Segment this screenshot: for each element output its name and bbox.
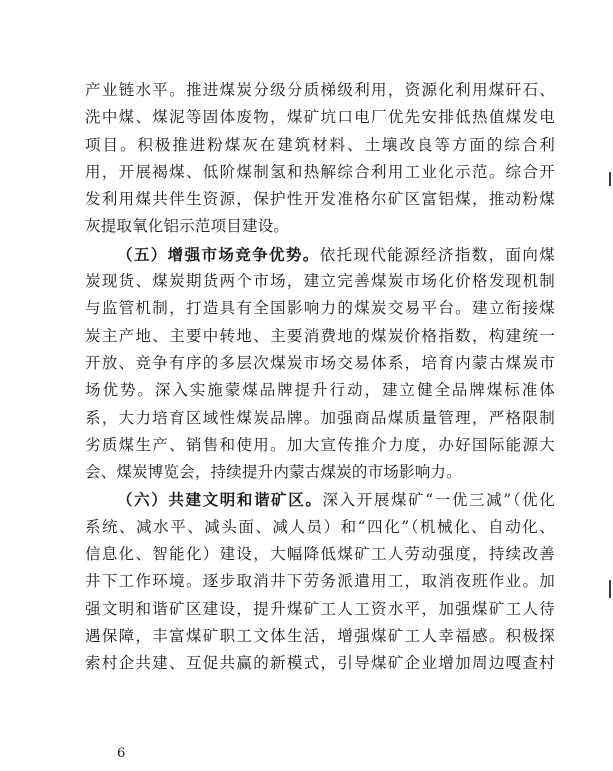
text-line: 会、煤炭博览会，持续提升内蒙古煤炭的市场影响力。 [85, 463, 462, 482]
text-line: 开放、竞争有序的多层次煤炭市场交易体系，培育内蒙古煤炭市 [85, 353, 555, 372]
section-heading: （六）共建文明和谐矿区。 [117, 490, 323, 510]
text-line: 劣质煤生产、销售和使用。加大宣传推介力度，办好国际能源大 [85, 435, 555, 454]
text-line: 井下工作环境。逐步取消井下劳务派遣用工，取消夜班作业。加 [85, 572, 555, 591]
scan-edge-mark [609, 172, 611, 186]
text-line: 信息化、智能化）建设，大幅降低煤矿工人劳动强度，持续改善 [85, 545, 555, 564]
text-line: 索村企共建、互促共赢的新模式，引导煤矿企业增加周边嘎查村 [85, 654, 555, 673]
document-body [85, 77, 555, 678]
text-line: 产业链水平。推进煤炭分级分质梯级利用，资源化利用煤矸石、 [85, 81, 555, 99]
text-line: 与监管机制，打造具有全国影响力的煤炭交易平台。建立衔接煤 [85, 299, 555, 318]
text-line: 遇保障，丰富煤矿职工文体生活，增强煤矿工人幸福感。积极探 [85, 626, 555, 645]
text-line: 用，开展褐煤、低阶煤制氢和热解综合利用工业化示范。综合开 [85, 162, 555, 181]
text-line: 炭主产地、主要中转地、主要消费地的煤炭价格指数，构建统一 [85, 326, 555, 345]
text-line: 灰提取氧化铝示范项目建设。 [85, 217, 290, 236]
text-line: 炭现货、煤炭期货两个市场，建立完善煤炭市场化价格发现机制 [85, 272, 555, 291]
section-heading: （五）增强市场竞争优势。 [117, 244, 320, 264]
text-run: 深入开展煤矿“一优三减”（优化 [322, 491, 555, 510]
text-line: 场优势。深入实施蒙煤品牌提升行动，建立健全品牌煤标准体 [85, 381, 555, 400]
text-line: 发利用煤共伴生资源，保护性开发准格尔矿区富铝煤，推动粉煤 [85, 190, 555, 209]
scan-edge-mark [609, 580, 611, 598]
text-line: 洗中煤、煤泥等固体废物，煤矿坑口电厂优先安排低热值煤发电 [85, 108, 555, 127]
section-five-first-line [85, 241, 555, 268]
text-line: 系，大力培育区域性煤炭品牌。加强商品煤质量管理，严格限制 [85, 408, 555, 427]
text-line: 系统、减水平、减头面、减人员）和“四化”（机械化、自动化、 [85, 517, 555, 536]
text-line: 项目。积极推进粉煤灰在建筑材料、土壤改良等方面的综合利 [85, 135, 555, 154]
text-line: 强文明和谐矿区建设，提升煤矿工人工资水平，加强煤矿工人待 [85, 599, 555, 618]
page-number: 6 [117, 746, 126, 761]
section-six-first-line [85, 486, 555, 513]
text-run: 依托现代能源经济指数，面向煤 [319, 245, 555, 264]
